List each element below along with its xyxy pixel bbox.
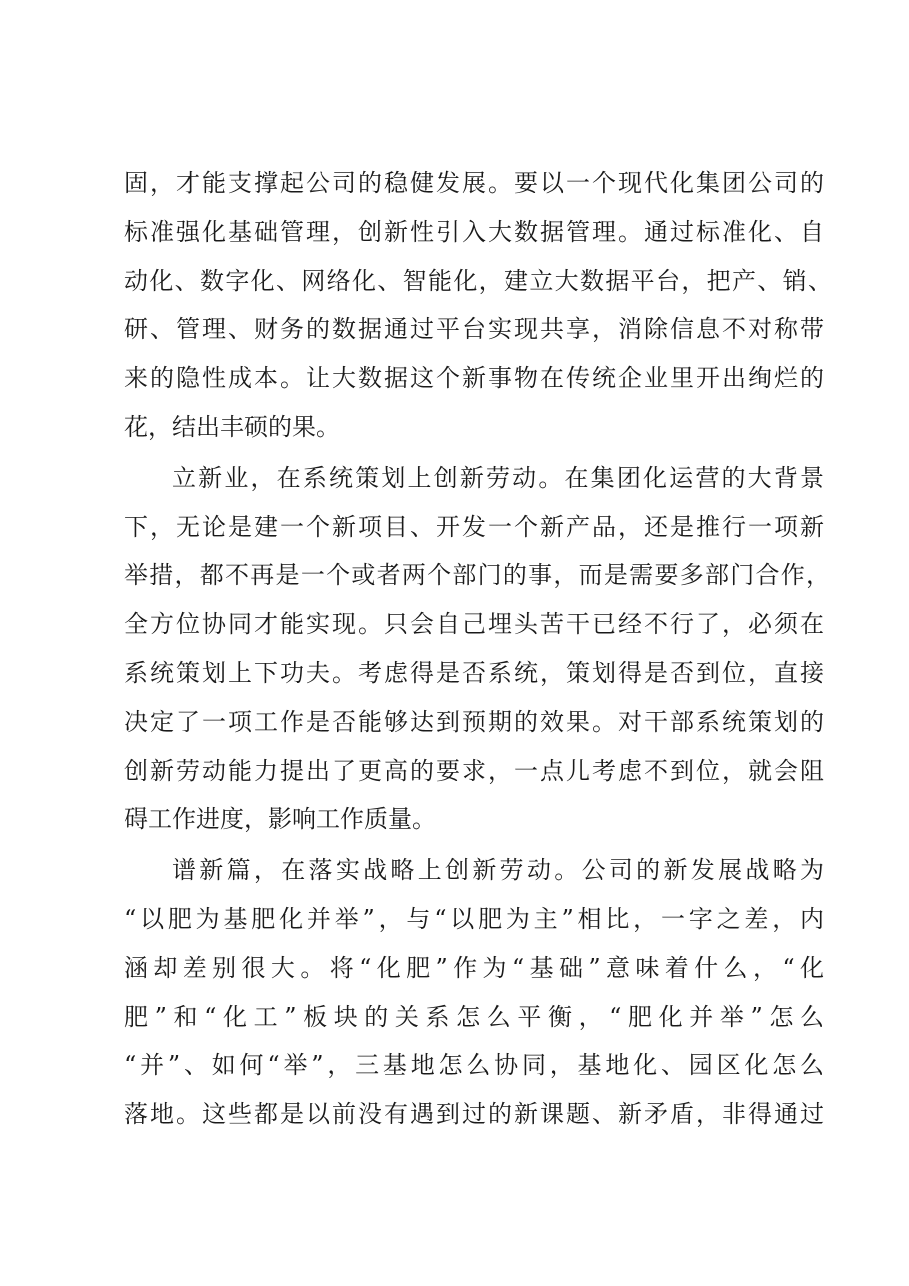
paragraph-start-line: 立新业，在系统策划上创新劳动。在集团化运营的大背景: [172, 464, 824, 492]
text-line: “并”、如何“举”，三基地怎么协同，基地化、园区化怎么: [124, 1051, 824, 1079]
text-line: 下，无论是建一个新项目、开发一个新产品，还是推行一项新: [124, 513, 824, 541]
text-line: 决定了一项工作是否能够达到预期的效果。对干部系统策划的: [124, 708, 824, 736]
paragraph-start-line: 谱新篇，在落实战略上创新劳动。公司的新发展战略为: [172, 856, 824, 884]
text-line: 碍工作进度，影响工作质量。: [124, 805, 436, 833]
text-line: 肥”和“化工”板块的关系怎么平衡，“肥化并举”怎么: [124, 1003, 824, 1031]
text-line: 花，结出丰硕的果。: [124, 413, 340, 441]
text-line: 动化、数字化、网络化、智能化，建立大数据平台，把产、销、: [124, 267, 832, 295]
text-line: 标准强化基础管理，创新性引入大数据管理。通过标准化、自: [124, 218, 824, 246]
text-line: 落地。这些都是以前没有遇到过的新课题、新矛盾，非得通过: [124, 1100, 824, 1128]
text-line: 系统策划上下功夫。考虑得是否系统，策划得是否到位，直接: [124, 659, 824, 687]
text-line: 研、管理、财务的数据通过平台实现共享，消除信息不对称带: [124, 315, 824, 343]
text-line: 全方位协同才能实现。只会自己埋头苦干已经不行了，必须在: [124, 610, 824, 638]
text-line: 举措，都不再是一个或者两个部门的事，而是需要多部门合作，: [124, 561, 830, 589]
text-line: “以肥为基肥化并举”，与“以肥为主”相比，一字之差，内: [124, 905, 824, 933]
text-line: 涵却差别很大。将“化肥”作为“基础”意味着什么，“化: [124, 954, 824, 982]
text-line: 固，才能支撑起公司的稳健发展。要以一个现代化集团公司的: [124, 169, 824, 197]
text-line: 来的隐性成本。让大数据这个新事物在传统企业里开出绚烂的: [124, 364, 824, 392]
text-line: 创新劳动能力提出了更高的要求，一点儿考虑不到位，就会阻: [124, 757, 824, 785]
